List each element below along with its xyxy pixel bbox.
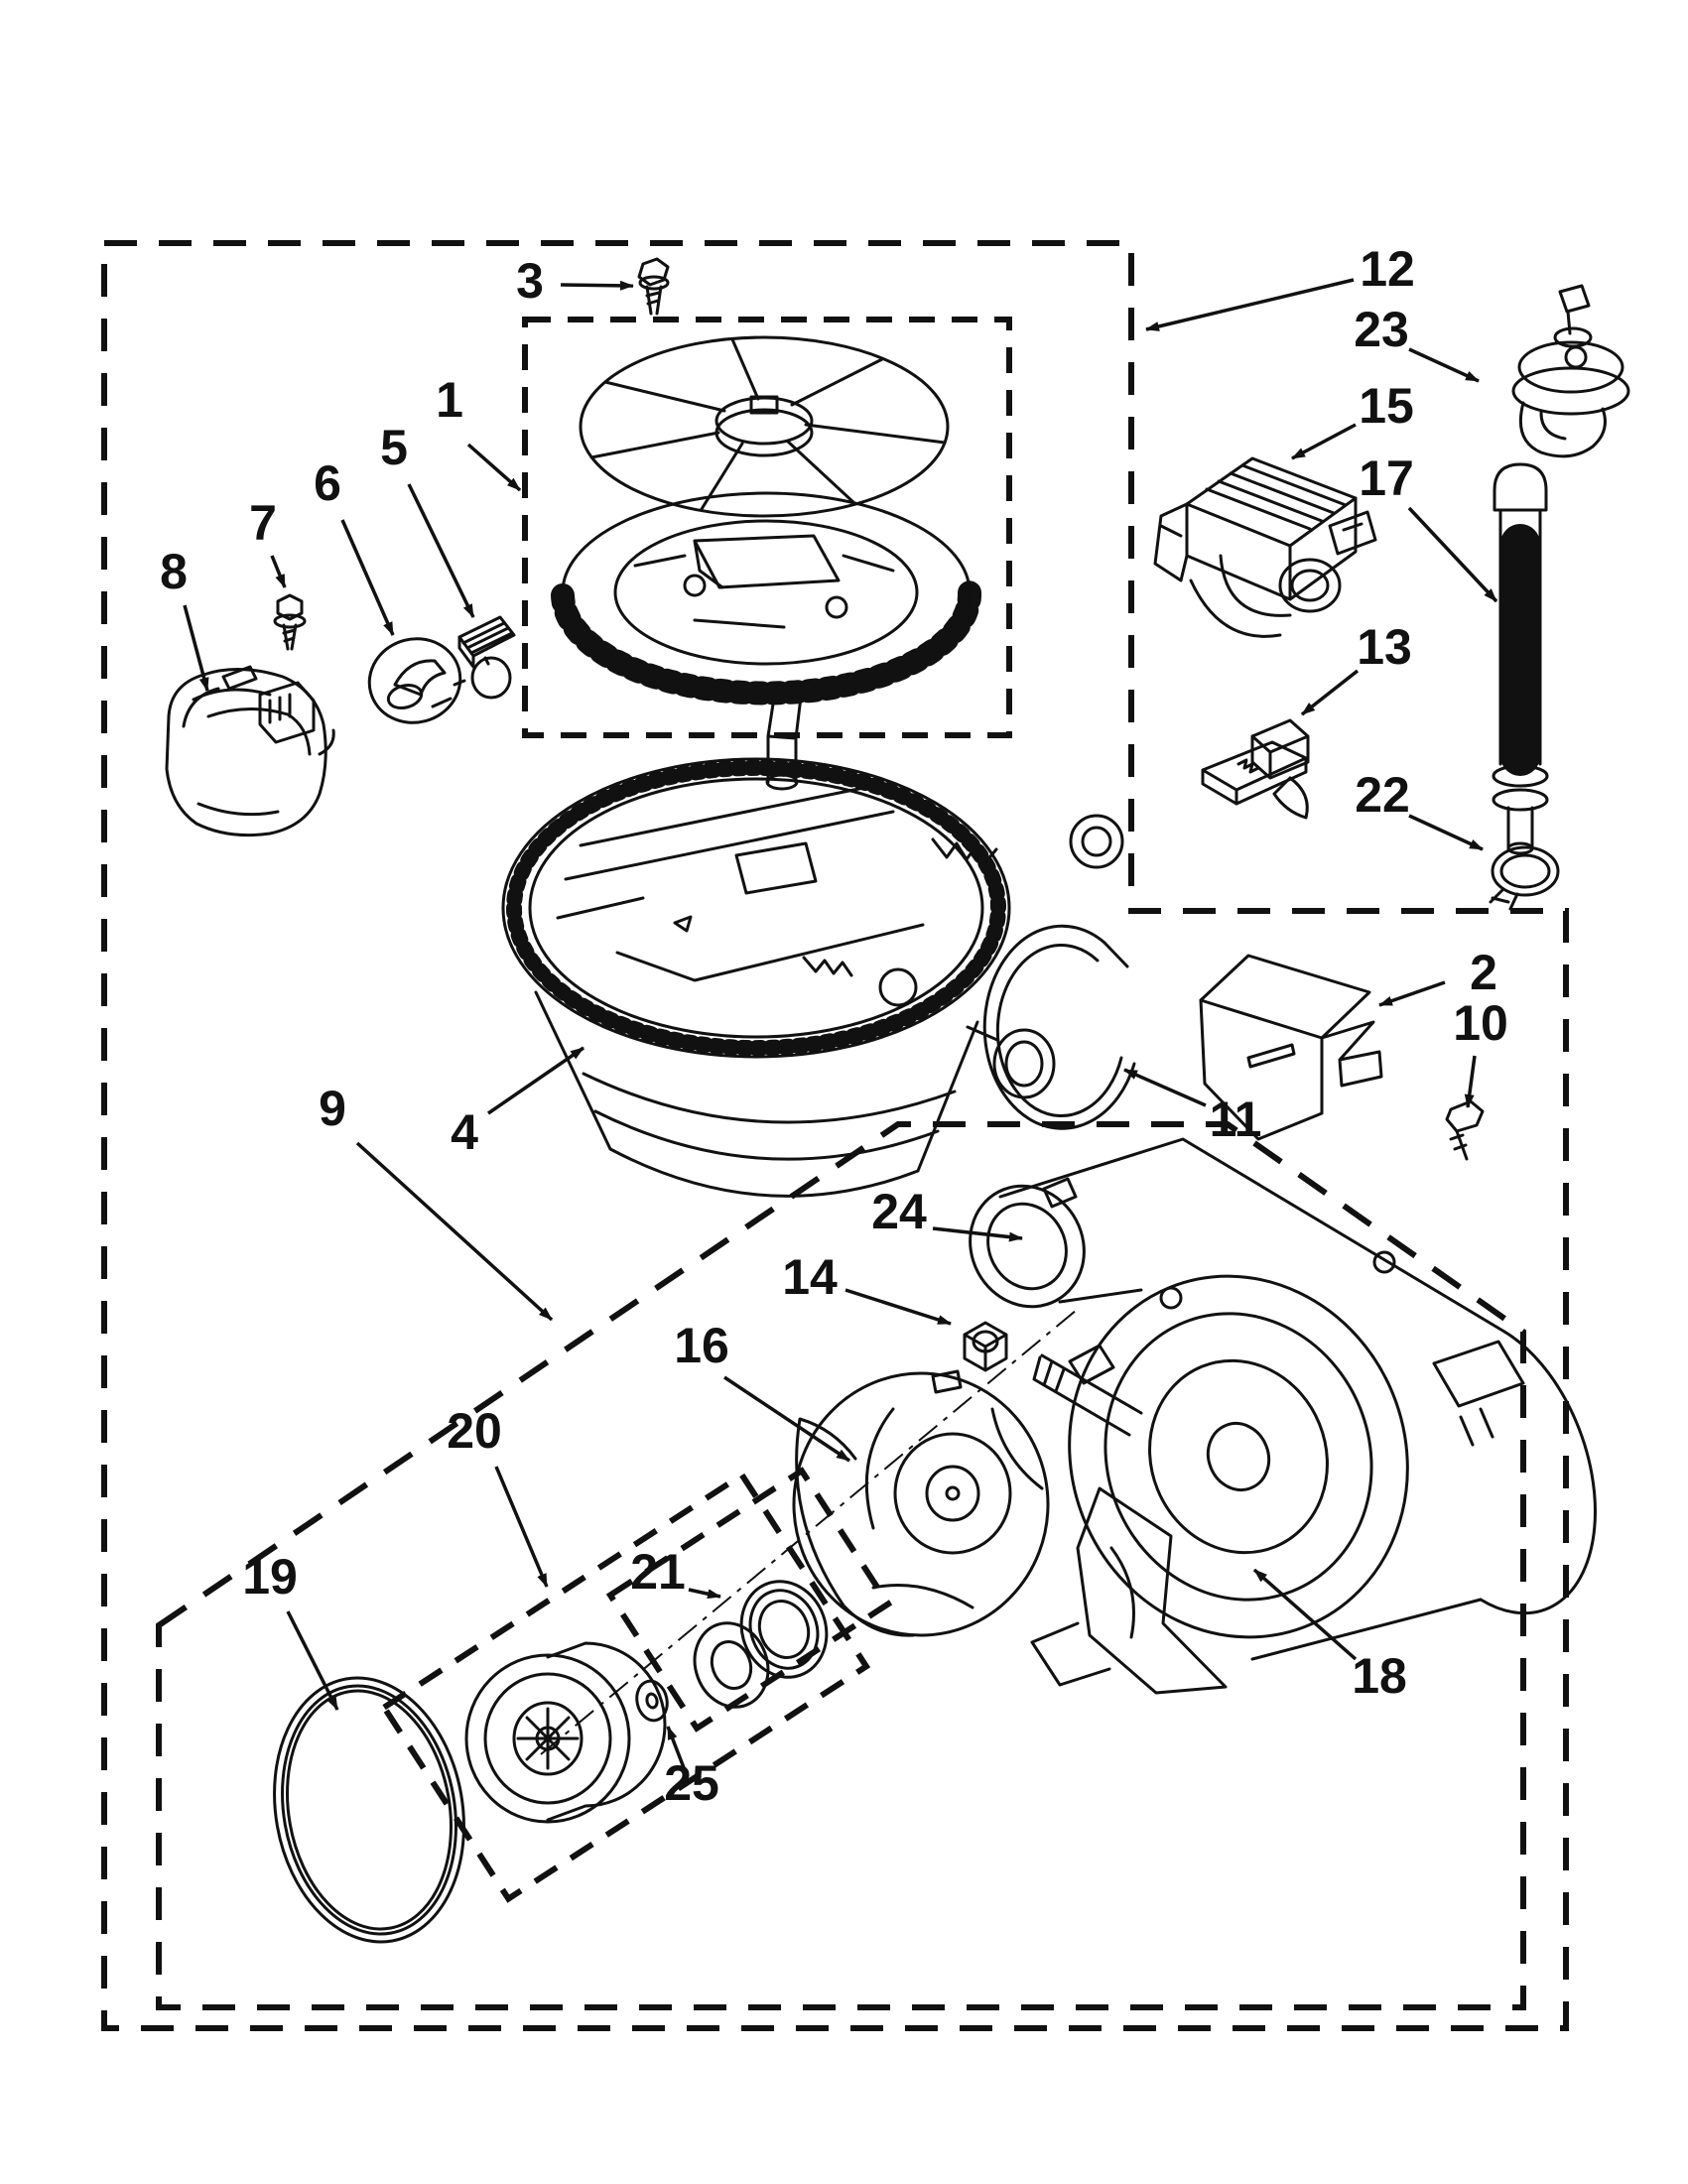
callout-arrow-10: [1468, 1056, 1475, 1107]
part-number-label-9: 9: [319, 1081, 346, 1136]
callout-10: [1453, 995, 1508, 1107]
callout-arrow-6: [342, 520, 393, 635]
callout-19: [242, 1549, 337, 1710]
part-number-label-20: 20: [447, 1403, 502, 1459]
callout-18: [1254, 1570, 1407, 1704]
part-number-label-5: 5: [380, 420, 408, 475]
part-number-label-4: 4: [451, 1104, 478, 1160]
callout-arrow-20: [496, 1467, 547, 1587]
part-number-label-2: 2: [1470, 945, 1497, 1000]
impeller-16-drawing: [794, 1371, 1048, 1635]
part-number-label-3: 3: [516, 253, 544, 309]
part-number-label-7: 7: [249, 495, 277, 551]
callout-11: [1124, 1070, 1261, 1147]
callout-arrow-24: [933, 1228, 1022, 1238]
callout-15: [1292, 378, 1414, 458]
callout-arrow-23: [1409, 349, 1479, 381]
callout-21: [630, 1544, 720, 1600]
hose-clamp-22-drawing: [1491, 847, 1558, 909]
callout-arrow-7: [272, 556, 285, 587]
callout-arrow-4: [488, 1048, 584, 1113]
callout-layer: [160, 241, 1508, 1811]
motor-24-18-drawing: [949, 1139, 1595, 1693]
callout-arrow-13: [1302, 671, 1358, 714]
chopper-gear-drawing: [563, 493, 970, 789]
callout-25: [664, 1727, 719, 1811]
callout-arrow-15: [1292, 425, 1356, 458]
callout-3: [516, 253, 633, 309]
part-number-label-21: 21: [630, 1544, 686, 1600]
callout-arrow-2: [1379, 982, 1445, 1005]
screw-7-drawing: [275, 595, 305, 649]
callout-arrow-5: [409, 484, 473, 617]
callout-arrow-17: [1409, 508, 1496, 601]
callout-13: [1302, 619, 1412, 714]
o-ring-19-drawing: [254, 1663, 484, 1958]
part-number-label-12: 12: [1360, 241, 1415, 297]
part-number-label-14: 14: [782, 1249, 838, 1305]
part-number-label-18: 18: [1352, 1648, 1407, 1704]
split-ring-11-drawing: [984, 926, 1134, 1128]
callout-8: [160, 544, 207, 691]
callout-22: [1355, 767, 1483, 849]
water-feed-disc-6-drawing: [360, 629, 470, 733]
callout-6: [314, 455, 393, 635]
callout-9: [319, 1081, 552, 1320]
part-number-label-23: 23: [1354, 302, 1409, 357]
callout-23: [1354, 302, 1479, 381]
chopper-assembly-boundary: [525, 320, 1009, 735]
callout-17: [1359, 450, 1496, 601]
part-number-label-15: 15: [1359, 378, 1414, 434]
part-number-label-6: 6: [314, 455, 341, 511]
callout-5: [380, 420, 473, 617]
part-number-label-10: 10: [1453, 995, 1508, 1051]
callout-4: [451, 1048, 584, 1160]
part-number-label-19: 19: [242, 1549, 298, 1605]
part-number-label-16: 16: [674, 1318, 729, 1373]
callout-arrow-12: [1146, 280, 1354, 329]
callout-16: [674, 1318, 849, 1461]
callout-arrow-14: [845, 1290, 951, 1324]
callout-arrow-3: [561, 285, 633, 286]
part-number-label-13: 13: [1357, 619, 1412, 675]
pump-body-4-drawing: [503, 759, 1122, 1196]
drain-pump-15-drawing: [1155, 458, 1375, 636]
part-number-label-11: 11: [1209, 1092, 1262, 1147]
part-number-label-24: 24: [871, 1184, 927, 1239]
part-number-label-17: 17: [1359, 450, 1414, 506]
callout-arrow-9: [357, 1143, 552, 1320]
chopper-support-disc-drawing: [581, 337, 948, 516]
pump-motor-assembly-boundary: [159, 1124, 1523, 2007]
part-number-label-1: 1: [436, 372, 463, 428]
clip-13-drawing: [1203, 720, 1308, 818]
screw-3-drawing: [639, 259, 668, 314]
screw-10-drawing: [1447, 1101, 1483, 1159]
callout-arrow-1: [468, 445, 520, 490]
callout-arrow-16: [724, 1377, 849, 1461]
part-number-label-22: 22: [1355, 767, 1410, 823]
inlet-protector-8-drawing: [167, 667, 333, 835]
nut-14-drawing: [965, 1323, 1006, 1370]
check-valve-23-drawing: [1513, 286, 1628, 456]
seal-pack-5-drawing: [459, 617, 514, 698]
callout-14: [782, 1249, 951, 1324]
part-number-label-8: 8: [160, 544, 188, 599]
callout-7: [249, 495, 285, 587]
callout-20: [447, 1403, 547, 1587]
callout-1: [436, 372, 520, 490]
callout-arrow-21: [689, 1590, 720, 1597]
callout-arrow-22: [1409, 816, 1483, 849]
callout-arrow-11: [1124, 1070, 1206, 1105]
drain-hose-17-drawing: [1493, 464, 1547, 853]
part-number-label-25: 25: [664, 1755, 719, 1811]
